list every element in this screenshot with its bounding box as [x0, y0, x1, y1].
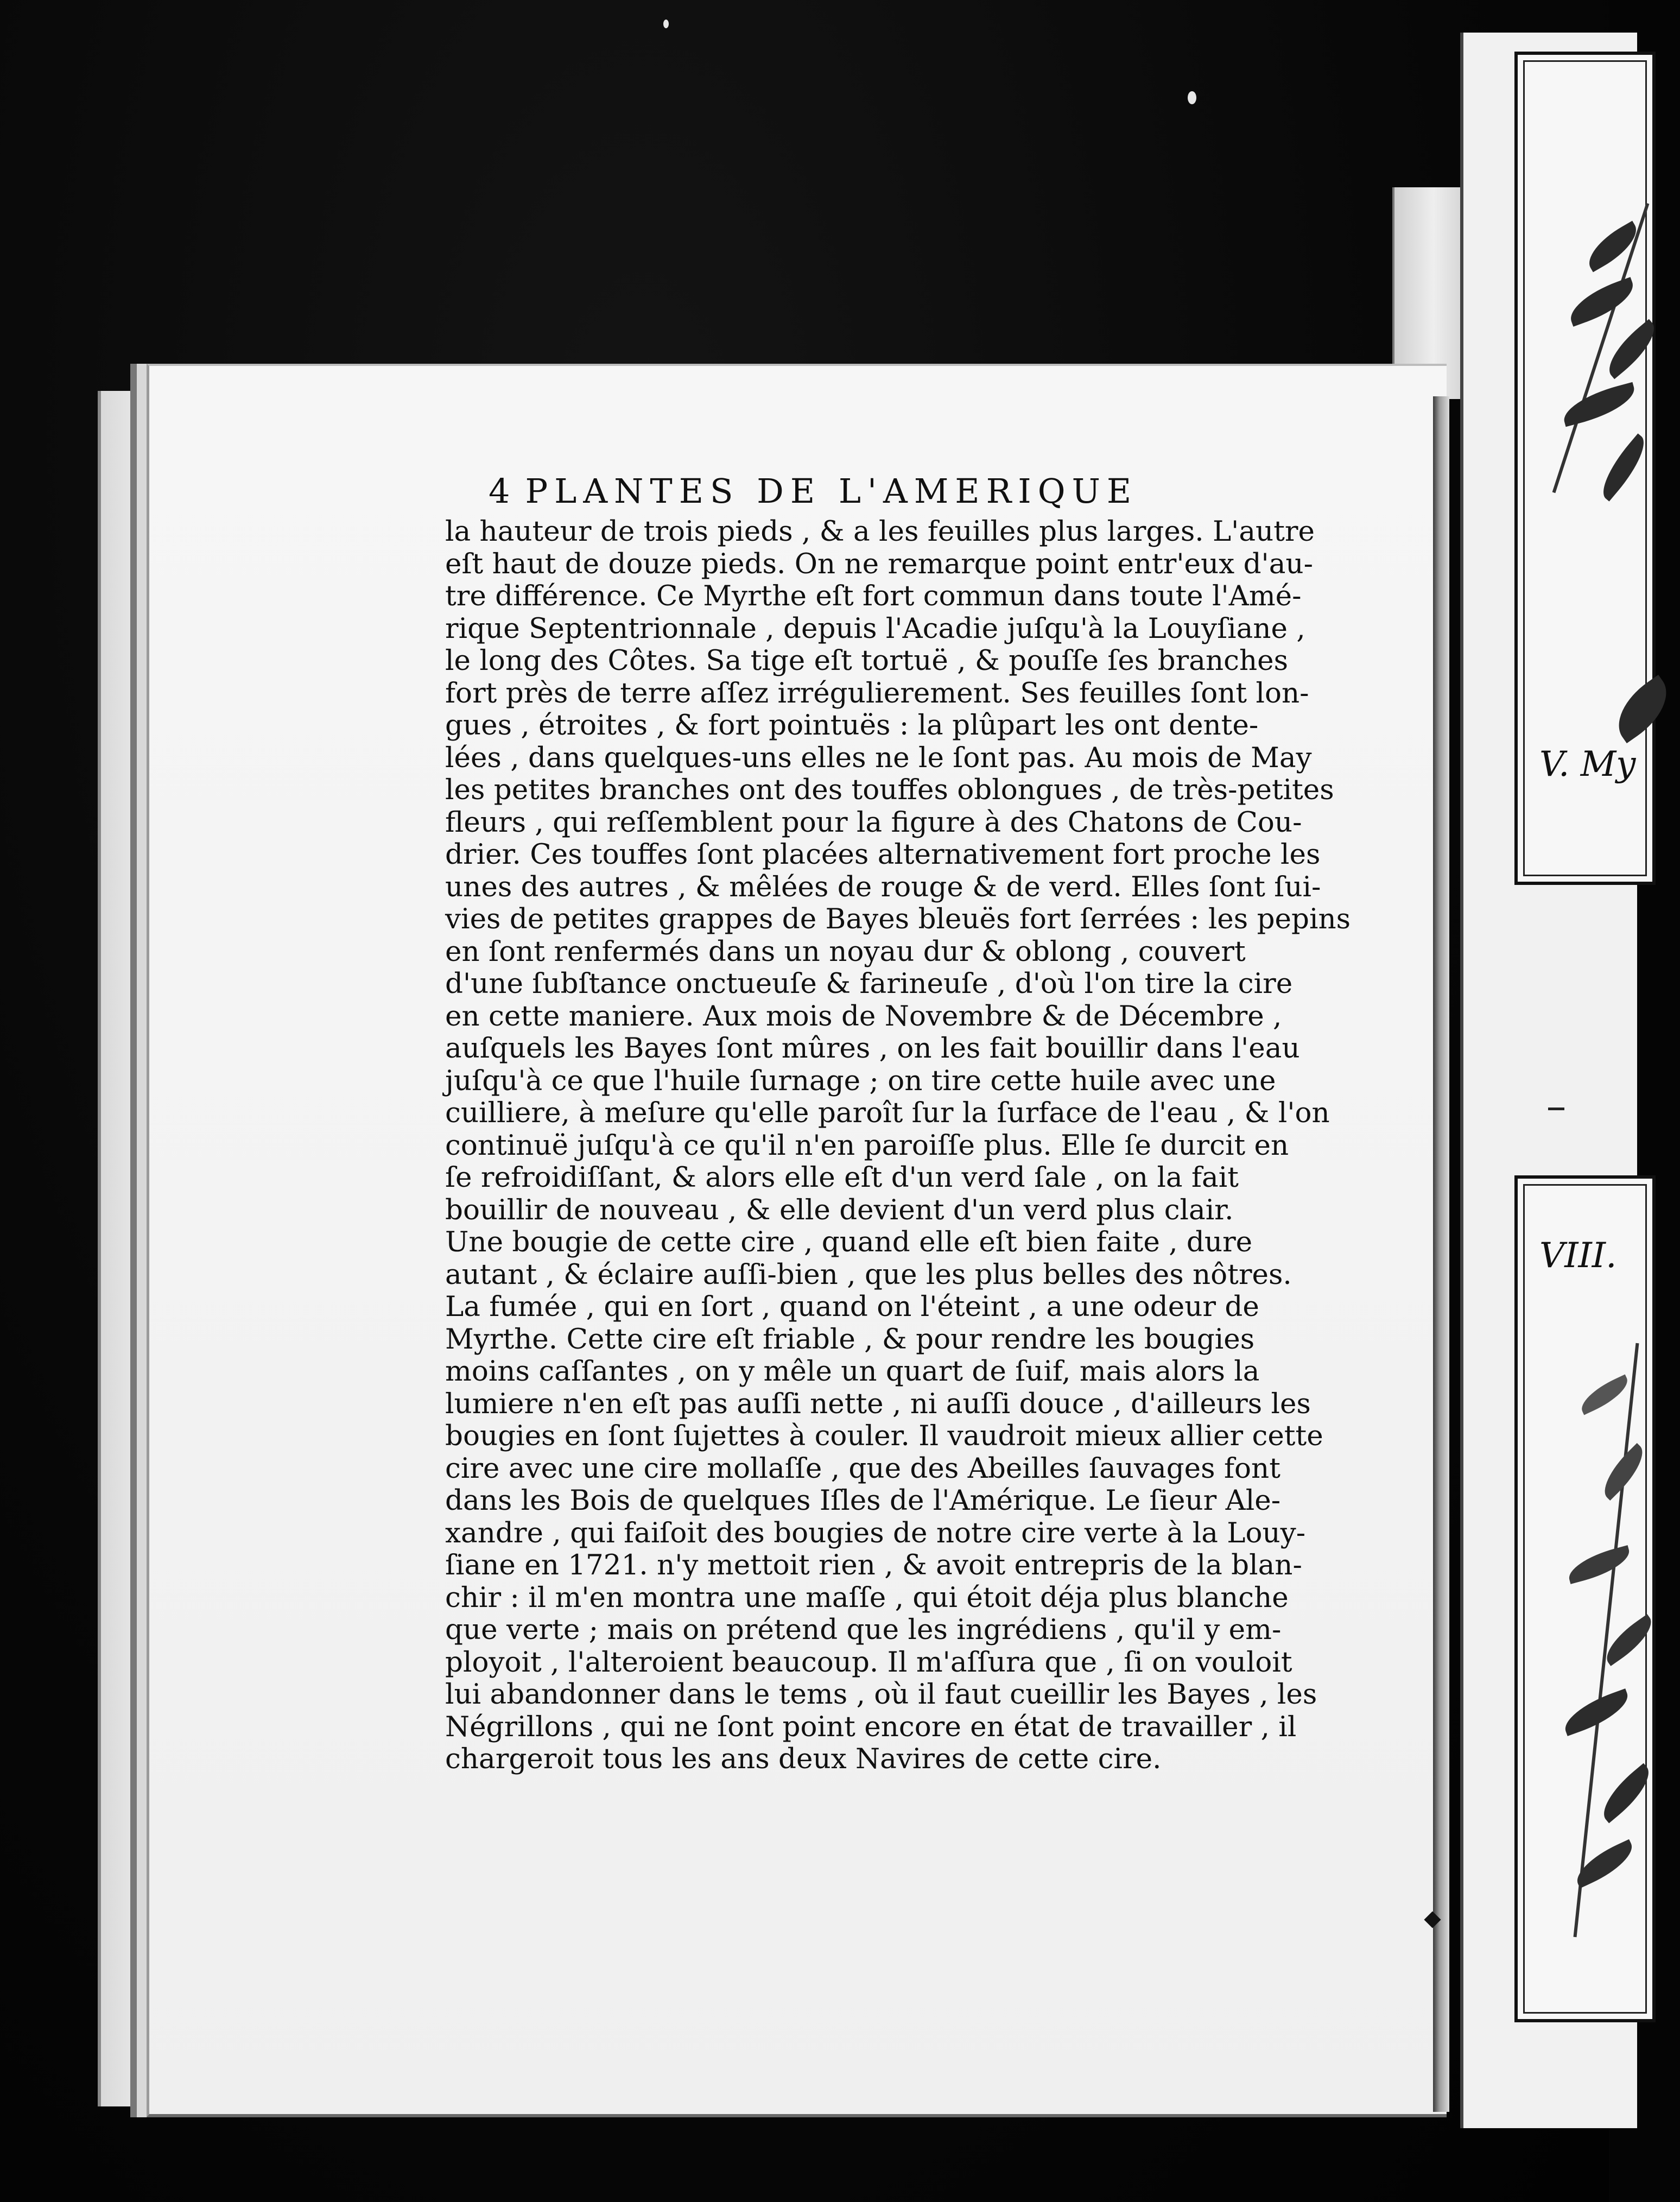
text-line: drier. Ces touffes ſont placées alternativement fort proche les: [445, 838, 1321, 871]
text-line: tre différence. Ce Myrthe eſt fort commun dans toute l'Amé-: [445, 580, 1302, 612]
text-line: bougies en ſont ſujettes à couler. Il vaudroit mieux allier cette: [445, 1420, 1323, 1452]
text-line: les petites branches ont des touffes oblongues , de très-petites: [445, 774, 1334, 806]
text-line: cire avec une cire mollaſſe , que des Abeilles ſauvages font: [445, 1452, 1280, 1485]
text-line: Négrillons , qui ne ſont point encore en état de travailler , il: [445, 1710, 1297, 1743]
text-line: lui abandonner dans le tems , où il faut cueillir les Bayes , les: [445, 1678, 1317, 1711]
page-text: [445, 467, 1351, 1776]
text-line: ſiane en 1721. n'y mettoit rien , & avoit entrepris de la blan-: [445, 1549, 1302, 1581]
page-gutter: [1433, 396, 1449, 2112]
text-line: en ſont renfermés dans un noyau dur & oblong , couvert: [445, 935, 1246, 968]
text-line: moins caſſantes , on y mêle un quart de ſuif, mais alors la: [445, 1355, 1260, 1388]
page-number: 4: [489, 471, 510, 511]
text-line: en cette maniere. Aux mois de Novembre & de Décembre ,: [445, 999, 1282, 1033]
botanical-plate-top: [1514, 52, 1656, 885]
text-line: dans les Bois de quelques Iſles de l'Amérique. Le ſieur Ale-: [445, 1484, 1281, 1517]
text-line: continuë juſqu'à ce qu'il n'en paroiſſe plus. Elle ſe durcit en: [445, 1129, 1289, 1162]
running-head-title: PLANTES DE L'AMERIQUE: [525, 471, 1138, 511]
text-line: chargeroit tous les ans deux Navires de cette cire.: [445, 1743, 1162, 1775]
text-line: unes des autres , & mêlées de rouge & de verd. Elles ſont ſui-: [445, 870, 1321, 903]
botanical-plate-bottom: [1514, 1175, 1656, 2022]
text-line: Myrthe. Cette cire eſt friable , & pour rendre les bougies: [445, 1323, 1255, 1356]
text-line: ſe refroidiſſant, & alors elle eſt d'un verd ſale , on la fait: [445, 1161, 1239, 1194]
dust-speck: [1188, 91, 1196, 104]
running-header: [489, 467, 1297, 516]
text-line: juſqu'à ce que l'huile ſurnage ; on tire cette huile avec une: [445, 1064, 1276, 1097]
plate-caption-top: V. My: [1539, 744, 1636, 784]
text-line: le long des Côtes. Sa tige eſt tortuë , & pouſſe ſes branches: [445, 644, 1289, 677]
text-line: eſt haut de douze pieds. On ne remarque point entr'eux d'au-: [445, 547, 1313, 580]
text-line: fort près de terre aſſez irrégulierement. Ses feuilles ſont lon-: [445, 676, 1309, 710]
text-line: rique Septentrionnale , depuis l'Acadie juſqu'à la Louyſiane ,: [445, 612, 1305, 645]
text-line: gues , étroites , & fort pointuës : la plûpart les ont dente-: [445, 709, 1259, 742]
text-line: lumiere n'en eſt pas auſſi nette , ni auſſi douce , d'ailleurs les: [445, 1387, 1311, 1420]
text-line: chir : il m'en montra une maſſe , qui étoit déja plus blanche: [445, 1581, 1289, 1614]
plate-inner-border: [1523, 1184, 1647, 2014]
text-line: la hauteur de trois pieds , & a les feuilles plus larges. L'autre: [445, 515, 1315, 548]
text-line: auſquels les Bayes ſont mûres , on les fait bouillir dans l'eau: [445, 1032, 1300, 1065]
text-line: que verte ; mais on prétend que les ingrédiens , qu'il y em-: [445, 1613, 1282, 1646]
plate-caption-bottom: VIII.: [1539, 1236, 1617, 1276]
text-line: fleurs , qui reſſemblent pour la figure à des Chatons de Cou-: [445, 806, 1302, 839]
text-line: Une bougie de cette cire , quand elle eſt bien faite , dure: [445, 1226, 1253, 1258]
text-line: xandre , qui faiſoit des bougies de notre cire verte à la Louy-: [445, 1516, 1306, 1549]
text-line: bouillir de nouveau , & elle devient d'un verd plus clair.: [445, 1193, 1234, 1226]
dash-mark: [1548, 1108, 1564, 1110]
text-line: autant , & éclaire auſſi-bien , que les plus belles des nôtres.: [445, 1258, 1292, 1291]
text-line: cuilliere, à meſure qu'elle paroît ſur la ſurface de l'eau , & l'on: [445, 1097, 1330, 1129]
text-line: lées , dans quelques-uns elles ne le ſont pas. Au mois de May: [445, 741, 1312, 774]
text-line: d'une ſubſtance onctueuſe & farineuſe , d'où l'on tire la cire: [445, 967, 1293, 1000]
text-line: vies de petites grappes de Bayes bleuës fort ſerrées : les pepins: [445, 903, 1351, 935]
text-line: La fumée , qui en ſort , quand on l'éteint , a une odeur de: [445, 1290, 1259, 1323]
text-line: ployoit , l'alteroient beaucoup. Il m'aſſura que , ſi on vouloit: [445, 1646, 1292, 1679]
dust-speck: [663, 20, 669, 28]
